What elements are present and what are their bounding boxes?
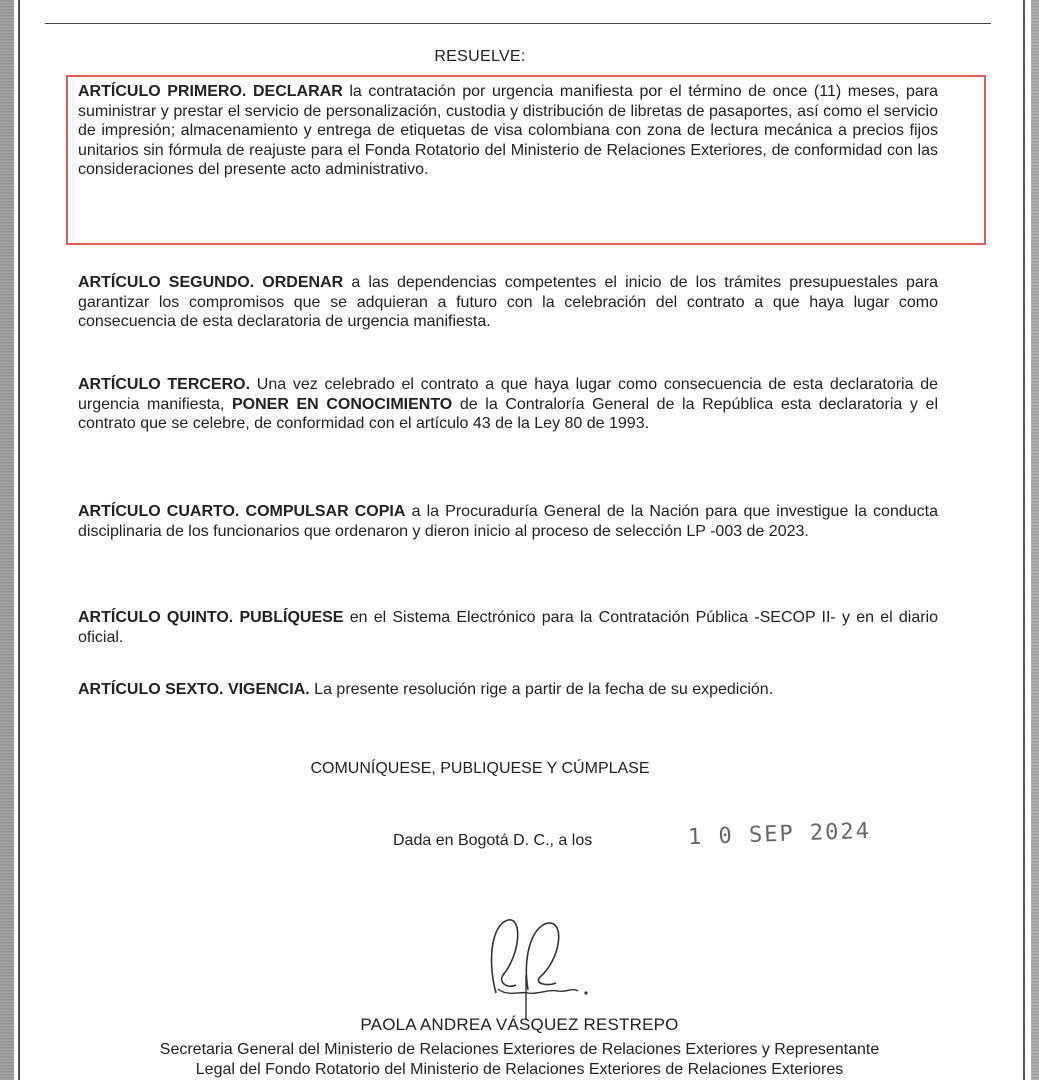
article-body: a las dependencias competentes el inicio de los trámites presupuestales para garantizar los compromisos que se adquieran a futuro con la celebración del contrato a que haya lugar como consecuencia de esta declaratoria de urgencia manifiesta.	[78, 274, 938, 331]
article-bold-phrase: PONER EN CONOCIMIENTO	[231, 395, 453, 413]
article-title: ARTÍCULO SEXTO. VIGENCIA.	[78, 681, 310, 698]
closing-formula: COMUNÍQUESE, PUBLIQUESE Y CÚMPLASE	[310, 760, 650, 777]
article-body: la contratación por urgencia manifiesta por el término de once (11) meses, para suministrar y prestar el servicio de personalización, custodia y distribución de libretas de pasaportes, así como el servicio de impresión; almacenamiento y entrega de etiquetas de visa colombiana con zona de lectura mecánica a precios fijos unitarios sin fórmula de reajuste para el Fonda Rotatorio del Ministerio de Relaciones Exteriores, de conformidad con las consideraciones del presente acto administrativo.	[78, 83, 939, 179]
signature-image	[468, 905, 618, 1020]
article-cuarto	[78, 502, 938, 541]
article-body: Una vez celebrado el contrato a que haya lugar como consecuencia de esta declaratoria de urgencia manifiesta,	[78, 376, 938, 413]
article-title: ARTÍCULO PRIMERO. DECLARAR	[78, 83, 343, 100]
page-border-left	[18, 0, 20, 1080]
place-line: Dada en Bogotá D. C., a los	[393, 832, 593, 849]
article-title: ARTÍCULO QUINTO. PUBLÍQUESE	[78, 609, 344, 626]
scan-edge-right	[1031, 0, 1039, 1080]
article-quinto	[78, 608, 938, 647]
article-segundo	[78, 273, 938, 332]
article-body: La presente resolución rige a partir de la fecha de su expedición.	[309, 681, 774, 698]
article-tercero	[78, 375, 938, 434]
article-body: de la Contraloría General de la República esta declaratoria y el contrato que se celebre, de conformidad con el artículo 43 de la Ley 80 de 1993.	[78, 395, 938, 433]
date-stamp: 1 0 SEP 2024	[687, 818, 872, 851]
article-title: ARTÍCULO SEGUNDO. ORDENAR	[78, 274, 344, 291]
signer-name: PAOLA ANDREA VÁSQUEZ RESTREPO	[360, 1015, 679, 1034]
top-divider	[45, 23, 991, 24]
signer-title-line: Secretaria General del Ministerio de Relaciones Exteriores de Relaciones Exteriores y Representante	[159, 1041, 880, 1058]
article-body: a la Procuraduría General de la Nación para que investigue la conducta disciplinaria de los funcionarios que ordenaron y dieron inicio al proceso de selección LP -003 de 2023.	[78, 503, 938, 540]
article-title: ARTÍCULO TERCERO.	[78, 376, 251, 393]
signer-title-line: Legal del Fondo Rotatorio del Ministerio de Relaciones Exteriores de Relaciones Exteriores	[195, 1060, 844, 1078]
article-primero	[78, 82, 938, 180]
section-heading: RESUELVE:	[434, 48, 526, 65]
signer-title	[0, 1040, 1039, 1079]
page-border-right	[1023, 0, 1025, 1080]
scan-edge-left	[0, 0, 14, 1080]
article-title: ARTÍCULO CUARTO. COMPULSAR COPIA	[78, 503, 406, 520]
article-sexto	[78, 680, 938, 700]
article-body: en el Sistema Electrónico para la Contratación Pública -SECOP II- y en el diario oficial.	[78, 609, 939, 646]
